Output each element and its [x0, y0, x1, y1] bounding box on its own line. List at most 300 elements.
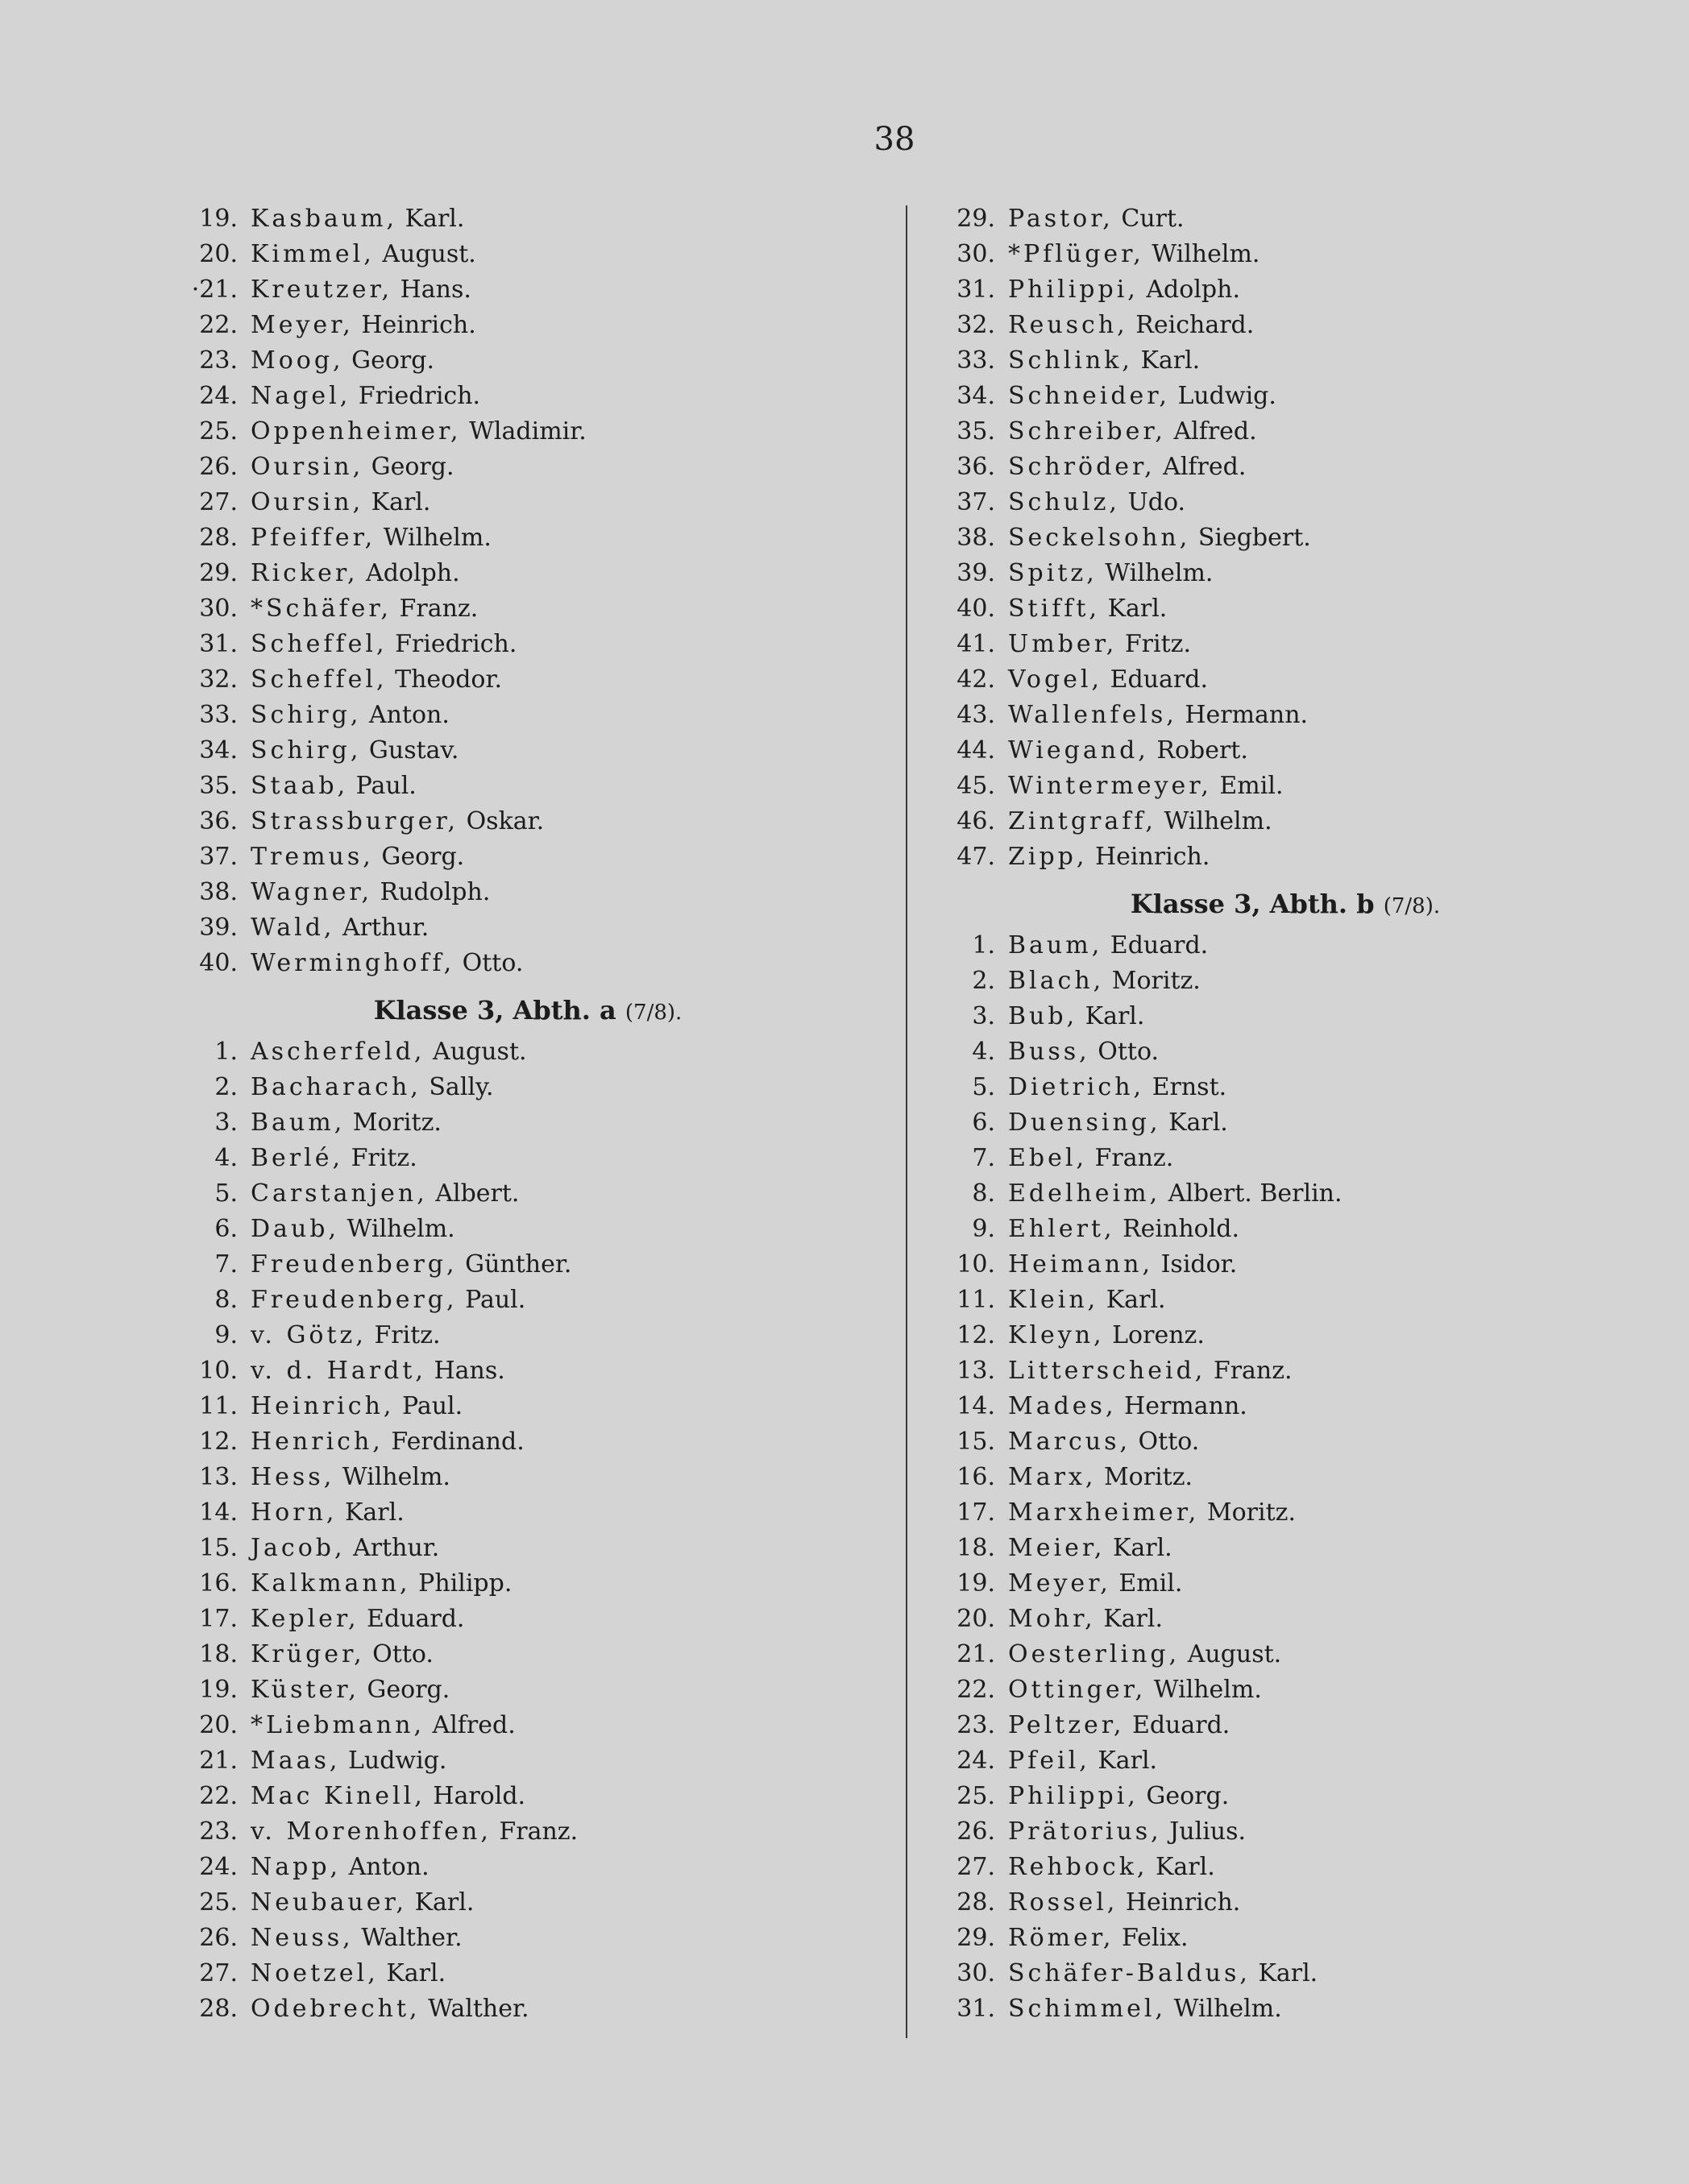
- entry-number: 40.: [199, 949, 238, 977]
- list-item: [931, 804, 1640, 839]
- entry-given-name: Wilhelm.: [1105, 559, 1214, 587]
- list-item: [173, 1637, 882, 1672]
- entry-surname: Bub,: [1008, 1002, 1078, 1030]
- entry-surname: Römer,: [1008, 1924, 1114, 1952]
- list-item: [931, 1814, 1640, 1850]
- entry-number: 12.: [957, 1321, 995, 1349]
- list-item: [173, 1141, 882, 1176]
- list-item: [173, 662, 882, 698]
- entry-number: 24.: [957, 1747, 995, 1775]
- list-item: [931, 1176, 1640, 1212]
- list-item: [931, 1602, 1640, 1637]
- entry-number: 3.: [214, 1109, 238, 1137]
- entry-given-name: Wilhelm.: [1153, 1676, 1262, 1704]
- entry-surname: Schirg,: [251, 701, 362, 729]
- entry-surname: Marxheimer,: [1008, 1498, 1200, 1527]
- entry-surname: Ascherfeld,: [251, 1038, 425, 1066]
- list-item: [173, 733, 882, 769]
- entry-number: 25.: [199, 1888, 238, 1917]
- entry-given-name: Franz.: [399, 595, 479, 623]
- entry-number: 13.: [957, 1357, 995, 1385]
- list-item: [931, 698, 1640, 733]
- entry-given-name: Julius.: [1169, 1817, 1247, 1846]
- entry-surname: Zintgraff,: [1008, 807, 1156, 835]
- entry-number: 30.: [199, 595, 238, 623]
- entry-given-name: Karl.: [1085, 1002, 1145, 1030]
- entry-number: 37.: [199, 843, 238, 871]
- entry-number: 37.: [957, 488, 995, 516]
- entry-number: 20.: [957, 1605, 995, 1633]
- entry-number: 41.: [957, 630, 995, 658]
- entry-given-name: Oskar.: [466, 807, 545, 835]
- entry-number: 39.: [957, 559, 995, 587]
- entry-surname: Baum,: [1008, 931, 1103, 959]
- entry-surname: Kepler,: [251, 1605, 359, 1633]
- list-item: [931, 1921, 1640, 1956]
- entry-number: 6.: [972, 1109, 995, 1137]
- list-item: [931, 1247, 1640, 1283]
- list-item: [173, 839, 882, 875]
- list-item: [173, 1921, 882, 1956]
- entry-given-name: Isidor.: [1160, 1250, 1238, 1278]
- entry-surname: *Schäfer,: [251, 595, 392, 623]
- entry-given-name: Eduard.: [1110, 665, 1209, 694]
- entry-number: 2.: [214, 1073, 238, 1101]
- entry-given-name: Moritz.: [1103, 1463, 1193, 1491]
- entry-surname: Meyer,: [251, 311, 354, 339]
- entry-surname: Stifft,: [1008, 595, 1101, 623]
- entry-given-name: Otto.: [462, 949, 524, 977]
- entry-surname: Heimann,: [1008, 1250, 1154, 1278]
- entry-number: 34.: [957, 382, 995, 410]
- entry-surname: Ebel,: [1008, 1144, 1087, 1172]
- entry-given-name: Harold.: [433, 1782, 526, 1810]
- list-item: [931, 591, 1640, 627]
- entry-number: 5.: [214, 1179, 238, 1208]
- entry-given-name: Heinrich.: [1125, 1888, 1241, 1917]
- entry-surname: Mac Kinell,: [251, 1782, 425, 1810]
- entry-given-name: August.: [433, 1038, 527, 1066]
- list-item: [173, 910, 882, 946]
- entry-given-name: Fritz.: [1124, 630, 1191, 658]
- entry-given-name: Moritz.: [352, 1109, 442, 1137]
- entry-given-name: Sally.: [429, 1073, 494, 1101]
- entry-surname: Berlé,: [251, 1144, 344, 1172]
- entry-given-name: Hermann.: [1124, 1392, 1247, 1420]
- list-item: [173, 1956, 882, 1991]
- entry-given-name: Anton.: [348, 1853, 430, 1881]
- entry-given-name: Walther.: [361, 1924, 463, 1952]
- entry-number: 4.: [972, 1038, 995, 1066]
- entry-number: 15.: [199, 1534, 238, 1562]
- right-column: [931, 201, 1640, 2027]
- entry-number: 23.: [199, 346, 238, 375]
- list-item: [931, 1141, 1640, 1176]
- entry-number: 25.: [199, 417, 238, 446]
- list-item: [931, 237, 1640, 272]
- entry-surname: Wagner,: [251, 878, 372, 906]
- entry-given-name: Karl.: [1106, 1286, 1166, 1314]
- left-column: [173, 201, 882, 2027]
- entry-number: 7.: [214, 1250, 238, 1278]
- list-item: [931, 1318, 1640, 1353]
- entry-given-name: Theodor.: [395, 665, 503, 694]
- list-item: [173, 875, 882, 910]
- list-item: [931, 379, 1640, 414]
- list-item: [931, 1779, 1640, 1814]
- entry-given-name: Günther.: [465, 1250, 572, 1278]
- entry-surname: v. d. Hardt,: [251, 1357, 426, 1385]
- entry-surname: Staab,: [251, 772, 349, 800]
- entry-given-name: Franz.: [1094, 1144, 1174, 1172]
- entry-given-name: Albert.: [435, 1179, 520, 1208]
- entry-surname: Pfeil,: [1008, 1747, 1090, 1775]
- entry-number: 12.: [199, 1428, 238, 1456]
- entry-list-top: [931, 201, 1640, 875]
- heading-main: Klasse 3, Abth. b: [1130, 889, 1375, 919]
- entry-given-name: Reichard.: [1135, 311, 1255, 339]
- entry-surname: Wallenfels,: [1008, 701, 1177, 729]
- entry-surname: Neuss,: [251, 1924, 354, 1952]
- entry-given-name: Wilhelm.: [383, 524, 492, 552]
- list-item: [173, 379, 882, 414]
- entry-given-name: Karl.: [1098, 1747, 1158, 1775]
- entry-number: 21.: [199, 1747, 238, 1775]
- list-item: [931, 769, 1640, 804]
- entry-number: 1.: [214, 1038, 238, 1066]
- entry-number: 29.: [957, 205, 995, 233]
- entry-surname: Ottinger,: [1008, 1676, 1147, 1704]
- entry-given-name: Georg.: [367, 1676, 450, 1704]
- section-heading-abth-b: [931, 875, 1640, 928]
- entry-given-name: August.: [1187, 1640, 1282, 1668]
- entry-given-name: Karl.: [1140, 346, 1201, 375]
- entry-number: 30.: [957, 1959, 995, 1987]
- entry-surname: Tremus,: [251, 843, 374, 871]
- entry-surname: Rehbock,: [1008, 1853, 1148, 1881]
- entry-number: 44.: [957, 736, 995, 765]
- entry-list-top: [173, 201, 882, 981]
- entry-surname: Werminghoff,: [251, 949, 455, 977]
- entry-given-name: Lorenz.: [1112, 1321, 1205, 1349]
- entry-surname: Meyer,: [1008, 1569, 1111, 1598]
- entry-number: 33.: [957, 346, 995, 375]
- entry-number: 21.: [957, 1640, 995, 1668]
- entry-given-name: Karl.: [1258, 1959, 1318, 1987]
- entry-given-name: Karl.: [344, 1498, 405, 1527]
- entry-number: 19.: [199, 205, 238, 233]
- entry-given-name: Ludwig.: [347, 1747, 447, 1775]
- list-item: [931, 308, 1640, 343]
- entry-surname: Moog,: [251, 346, 344, 375]
- entry-number: 35.: [199, 772, 238, 800]
- entry-surname: Kalkmann,: [251, 1569, 411, 1598]
- entry-number: 20.: [199, 1711, 238, 1739]
- entry-surname: Henrich,: [251, 1428, 384, 1456]
- list-item: [173, 1566, 882, 1602]
- entry-given-name: Paul.: [355, 772, 417, 800]
- entry-given-name: Karl.: [405, 205, 465, 233]
- entry-given-name: Karl.: [371, 488, 431, 516]
- entry-surname: Ehlert,: [1008, 1215, 1115, 1243]
- list-item: [931, 1212, 1640, 1247]
- entry-given-name: Karl.: [414, 1888, 475, 1917]
- entry-surname: Zipp,: [1008, 843, 1088, 871]
- entry-given-name: Wilhelm.: [347, 1215, 455, 1243]
- entry-number: 24.: [199, 1853, 238, 1881]
- entry-number: 17.: [957, 1498, 995, 1527]
- entry-given-name: Friedrich.: [395, 630, 517, 658]
- list-item: [173, 1531, 882, 1566]
- entry-number: 25.: [957, 1782, 995, 1810]
- list-item: [931, 1956, 1640, 1991]
- list-item: [931, 1991, 1640, 2027]
- entry-given-name: Emil.: [1118, 1569, 1183, 1598]
- entry-given-name: Adolph.: [366, 559, 460, 587]
- entry-surname: Noetzel,: [251, 1959, 379, 1987]
- entry-given-name: Adolph.: [1146, 276, 1240, 304]
- list-item: [173, 627, 882, 662]
- list-item: [173, 946, 882, 981]
- list-item: [173, 308, 882, 343]
- list-item: [931, 928, 1640, 964]
- entry-surname: Oursin,: [251, 488, 364, 516]
- entry-number: 14.: [199, 1498, 238, 1527]
- heading-main: Klasse 3, Abth. a: [373, 995, 616, 1026]
- entry-surname: Freudenberg,: [251, 1286, 458, 1314]
- list-item: [173, 1212, 882, 1247]
- column-divider: [906, 205, 907, 2038]
- entry-surname: Schlink,: [1008, 346, 1133, 375]
- entry-surname: Duensing,: [1008, 1109, 1161, 1137]
- list-item: [173, 1814, 882, 1850]
- entry-given-name: Moritz.: [1111, 967, 1201, 995]
- list-item: [931, 1743, 1640, 1779]
- entry-given-name: Arthur.: [353, 1534, 440, 1562]
- entry-given-name: Otto.: [1098, 1038, 1160, 1066]
- entry-surname: Schneider,: [1008, 382, 1170, 410]
- list-item: [173, 1850, 882, 1885]
- entry-given-name: Udo.: [1127, 488, 1186, 516]
- list-item: [173, 1105, 882, 1141]
- entry-number: ·21.: [191, 276, 238, 304]
- entry-surname: Schäfer-Baldus,: [1008, 1959, 1251, 1987]
- list-item: [931, 1708, 1640, 1743]
- entry-number: 36.: [199, 807, 238, 835]
- list-item: [931, 1070, 1640, 1105]
- list-item: [173, 237, 882, 272]
- entry-surname: Neubauer,: [251, 1888, 408, 1917]
- entry-number: 31.: [957, 1995, 995, 2023]
- entry-given-name: Wladimir.: [469, 417, 587, 446]
- entry-number: 47.: [957, 843, 995, 871]
- entry-number: 35.: [957, 417, 995, 446]
- entry-given-name: Arthur.: [342, 914, 430, 942]
- list-item: [173, 698, 882, 733]
- entry-given-name: Ludwig.: [1177, 382, 1276, 410]
- entry-number: 30.: [957, 240, 995, 268]
- entry-given-name: Eduard.: [1131, 1711, 1230, 1739]
- entry-surname: Schirg,: [251, 736, 362, 765]
- entry-number: 40.: [957, 595, 995, 623]
- entry-surname: Horn,: [251, 1498, 338, 1527]
- heading-fraction: (7/8).: [1383, 894, 1441, 918]
- entry-surname: Oesterling,: [1008, 1640, 1181, 1668]
- entry-surname: Marcus,: [1008, 1428, 1131, 1456]
- entry-number: 8.: [214, 1286, 238, 1314]
- list-item: [173, 556, 882, 591]
- entry-number: 3.: [972, 1002, 995, 1030]
- entry-surname: Mades,: [1008, 1392, 1117, 1420]
- list-item: [173, 1495, 882, 1531]
- list-item: [931, 1034, 1640, 1070]
- entry-given-name: Rudolph.: [380, 878, 491, 906]
- entry-surname: v. Götz,: [251, 1321, 367, 1349]
- entry-number: 43.: [957, 701, 995, 729]
- entry-surname: Hess,: [251, 1463, 335, 1491]
- entry-surname: Wintermeyer,: [1008, 772, 1212, 800]
- entry-given-name: Fritz.: [374, 1321, 441, 1349]
- entry-surname: *Pflüger,: [1008, 240, 1144, 268]
- entry-number: 4.: [214, 1144, 238, 1172]
- entry-given-name: Philipp.: [418, 1569, 513, 1598]
- entry-number: 9.: [214, 1321, 238, 1349]
- entry-given-name: Georg.: [1146, 1782, 1230, 1810]
- entry-given-name: Friedrich.: [358, 382, 481, 410]
- entry-given-name: Karl.: [1103, 1605, 1164, 1633]
- entry-surname: Carstanjen,: [251, 1179, 428, 1208]
- entry-surname: Strassburger,: [251, 807, 459, 835]
- entry-surname: Buss,: [1008, 1038, 1090, 1066]
- list-item: [931, 414, 1640, 450]
- entry-surname: Schröder,: [1008, 453, 1156, 481]
- entry-given-name: Alfred.: [1173, 417, 1257, 446]
- entry-given-name: Karl.: [1112, 1534, 1172, 1562]
- entry-number: 11.: [957, 1286, 995, 1314]
- entry-given-name: Walther.: [428, 1995, 529, 2023]
- list-item: [931, 1105, 1640, 1141]
- list-item: [173, 485, 882, 520]
- entry-surname: Seckelsohn,: [1008, 524, 1191, 552]
- entry-given-name: Franz.: [1213, 1357, 1293, 1385]
- entry-number: 27.: [199, 488, 238, 516]
- entry-surname: Kreutzer,: [251, 276, 393, 304]
- entry-number: 19.: [199, 1676, 238, 1704]
- entry-surname: Peltzer,: [1008, 1711, 1125, 1739]
- entry-number: 39.: [199, 914, 238, 942]
- list-item: [931, 964, 1640, 999]
- entry-number: 18.: [957, 1534, 995, 1562]
- entry-surname: Prätorius,: [1008, 1817, 1162, 1846]
- entry-given-name: Felix.: [1121, 1924, 1189, 1952]
- entry-number: 13.: [199, 1463, 238, 1491]
- entry-given-name: Wilhelm.: [1152, 240, 1260, 268]
- list-item: [931, 1566, 1640, 1602]
- entry-given-name: Alfred.: [1163, 453, 1247, 481]
- entry-given-name: Hans.: [434, 1357, 505, 1385]
- list-item: [931, 1353, 1640, 1389]
- entry-given-name: Hermann.: [1185, 701, 1309, 729]
- list-item: [173, 1708, 882, 1743]
- entry-surname: Oppenheimer,: [251, 417, 462, 446]
- list-item: [931, 999, 1640, 1034]
- entry-given-name: Fritz.: [351, 1144, 417, 1172]
- entry-given-name: Hans.: [400, 276, 471, 304]
- list-item: [173, 414, 882, 450]
- entry-number: 9.: [972, 1215, 995, 1243]
- entry-number: 10.: [199, 1357, 238, 1385]
- entry-number: 38.: [957, 524, 995, 552]
- list-item: [931, 662, 1640, 698]
- entry-given-name: Karl.: [1107, 595, 1168, 623]
- list-item: [173, 1247, 882, 1283]
- entry-surname: v. Morenhoffen,: [251, 1817, 492, 1846]
- entry-surname: Dietrich,: [1008, 1073, 1145, 1101]
- entry-surname: Wald,: [251, 914, 335, 942]
- entry-number: 27.: [199, 1959, 238, 1987]
- entry-number: 17.: [199, 1605, 238, 1633]
- entry-number: 26.: [199, 453, 238, 481]
- list-item: [173, 343, 882, 379]
- entry-given-name: Georg.: [381, 843, 465, 871]
- entry-surname: Jacob,: [251, 1534, 346, 1562]
- list-item: [931, 343, 1640, 379]
- entry-surname: Marx,: [1008, 1463, 1097, 1491]
- entry-number: 16.: [199, 1569, 238, 1598]
- list-item: [931, 1389, 1640, 1424]
- entry-number: 32.: [199, 665, 238, 694]
- entry-number: 16.: [957, 1463, 995, 1491]
- entry-given-name: Karl.: [386, 1959, 446, 1987]
- entry-given-name: Karl.: [1168, 1109, 1228, 1137]
- list-item: [173, 1602, 882, 1637]
- entry-given-name: Robert.: [1156, 736, 1248, 765]
- entry-number: 5.: [972, 1073, 995, 1101]
- entry-surname: Philippi,: [1008, 276, 1139, 304]
- entry-surname: *Liebmann,: [251, 1711, 425, 1739]
- list-item: [931, 556, 1640, 591]
- entry-number: 6.: [214, 1215, 238, 1243]
- entry-surname: Daub,: [251, 1215, 339, 1243]
- entry-number: 10.: [957, 1250, 995, 1278]
- entry-given-name: Reinhold.: [1123, 1215, 1240, 1243]
- list-item: [173, 450, 882, 485]
- entry-number: 7.: [972, 1144, 995, 1172]
- entry-number: 15.: [957, 1428, 995, 1456]
- list-item: [931, 627, 1640, 662]
- entry-given-name: Moritz.: [1206, 1498, 1296, 1527]
- entry-number: 29.: [199, 559, 238, 587]
- entry-given-name: Wilhelm.: [1164, 807, 1272, 835]
- entry-given-name: Georg.: [351, 346, 435, 375]
- entry-given-name: Georg.: [371, 453, 454, 481]
- entry-number: 22.: [199, 1782, 238, 1810]
- entry-number: 20.: [199, 240, 238, 268]
- entry-given-name: Ferdinand.: [391, 1428, 525, 1456]
- entry-surname: Reusch,: [1008, 311, 1128, 339]
- entry-number: 36.: [957, 453, 995, 481]
- entry-given-name: Eduard.: [1110, 931, 1209, 959]
- entry-number: 32.: [957, 311, 995, 339]
- entry-number: 33.: [199, 701, 238, 729]
- entry-given-name: Curt.: [1121, 205, 1185, 233]
- entry-number: 26.: [957, 1817, 995, 1846]
- entry-surname: Napp,: [251, 1853, 342, 1881]
- entry-number: 23.: [199, 1817, 238, 1846]
- entry-surname: Bacharach,: [251, 1073, 421, 1101]
- list-item: [931, 485, 1640, 520]
- entry-number: 11.: [199, 1392, 238, 1420]
